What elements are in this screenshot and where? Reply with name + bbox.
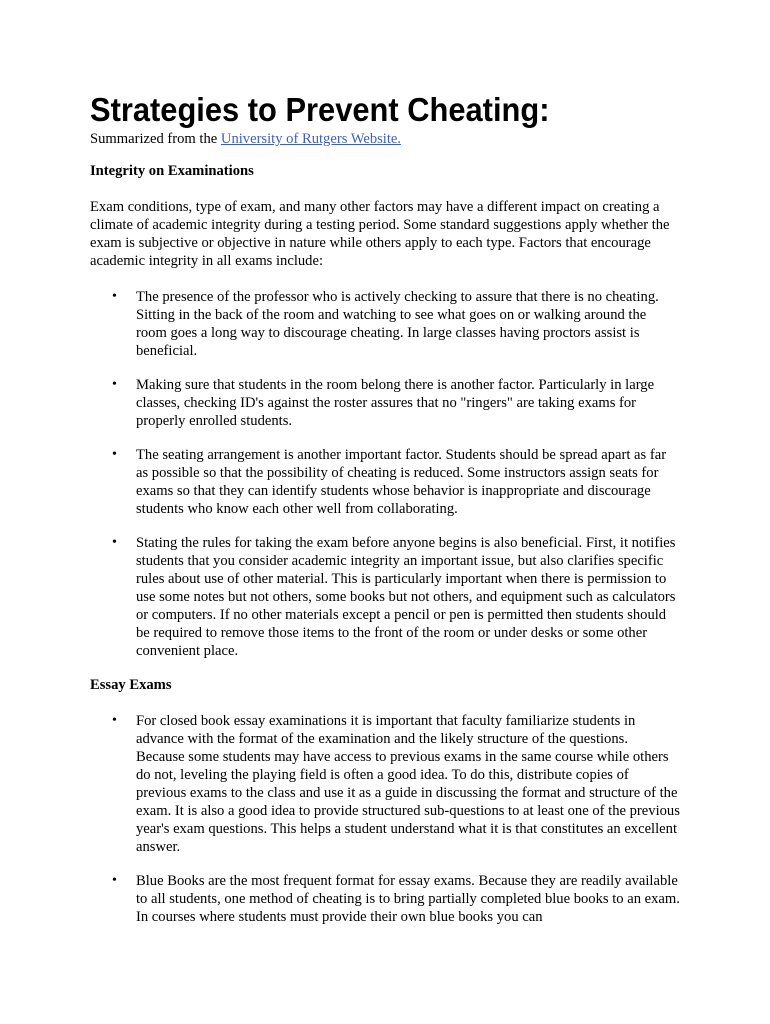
page-title: Strategies to Prevent Cheating: (90, 91, 550, 128)
source-prefix: Summarized from the (90, 131, 221, 147)
list-item (90, 446, 680, 518)
list-item-text: The seating arrangement is another important factor. Students should be spread apart as far as possible so that the possibility of cheating is reduced. Some instructors assign seats for exams so that they can identify students whose behavior is inappropriate and discourage students who know each other well from collaborating. (136, 447, 667, 517)
list-item (90, 534, 680, 660)
bullet-icon: • (112, 447, 117, 462)
rutgers-website-link[interactable]: University of Rutgers Website. (220, 131, 402, 147)
list-item (90, 712, 680, 856)
bullet-icon: • (112, 289, 117, 304)
integrity-bullet-list (90, 288, 680, 660)
bullet-icon: • (112, 377, 117, 392)
source-line (90, 130, 680, 148)
list-item (90, 872, 680, 926)
section-intro-paragraph: Exam conditions, type of exam, and many other factors may have a different impact on creating a climate of academic integrity during a testing period. Some standard suggestions apply whether the exam is subjective or objective in nature while others apply to each type. Factors that encourage academic integrity in all exams include: (90, 199, 670, 269)
list-item-text: Stating the rules for taking the exam before anyone begins is also beneficial. First, it notifies students that you consider academic integrity an important issue, but also clarifies specific rules about use of other material. This is particularly important when there is permission to use some notes but not others, some books but not others, and equipment such as calculators or computers. If no other materials except a pencil or pen is permitted then students should be required to remove those items to the front of the room or under desks or some other convenient place. (136, 535, 676, 659)
list-item (90, 288, 680, 360)
list-item-text: Making sure that students in the room belong there is another factor. Particularly in large classes, checking ID's against the roster assures that no "ringers" are taking exams for properly enrolled students. (136, 377, 655, 429)
list-item-text: For closed book essay examinations it is important that faculty familiarize students in advance with the format of the examination and the likely structure of the questions. Because some students may have access to previous exams in the same course while others do not, leveling the playing field is often a good idea. To do this, distribute copies of previous exams to the class and use it as a guide in discussing the format and structure of the exam. It is also a good idea to provide structured sub-questions to at least one of the previous year's exam questions. This helps a student understand what it is that constitutes an excellent answer. (136, 713, 680, 855)
essay-bullet-list (90, 712, 680, 926)
bullet-icon: • (112, 535, 117, 550)
section-heading-integrity: Integrity on Examinations (90, 163, 254, 179)
section-heading-essay-exams: Essay Exams (90, 677, 172, 693)
bullet-icon: • (112, 873, 117, 888)
list-item (90, 376, 680, 430)
bullet-icon: • (112, 713, 117, 728)
list-item-text: The presence of the professor who is actively checking to assure that there is no cheating. Sitting in the back of the room and watching to see what goes on or walking around the room goes a long way to discourage cheating. In large classes having proctors assist is beneficial. (136, 289, 659, 359)
list-item-text: Blue Books are the most frequent format for essay exams. Because they are readily available to all students, one method of cheating is to bring partially completed blue books to an exam. In courses where students must provide their own blue books you can (136, 873, 680, 925)
